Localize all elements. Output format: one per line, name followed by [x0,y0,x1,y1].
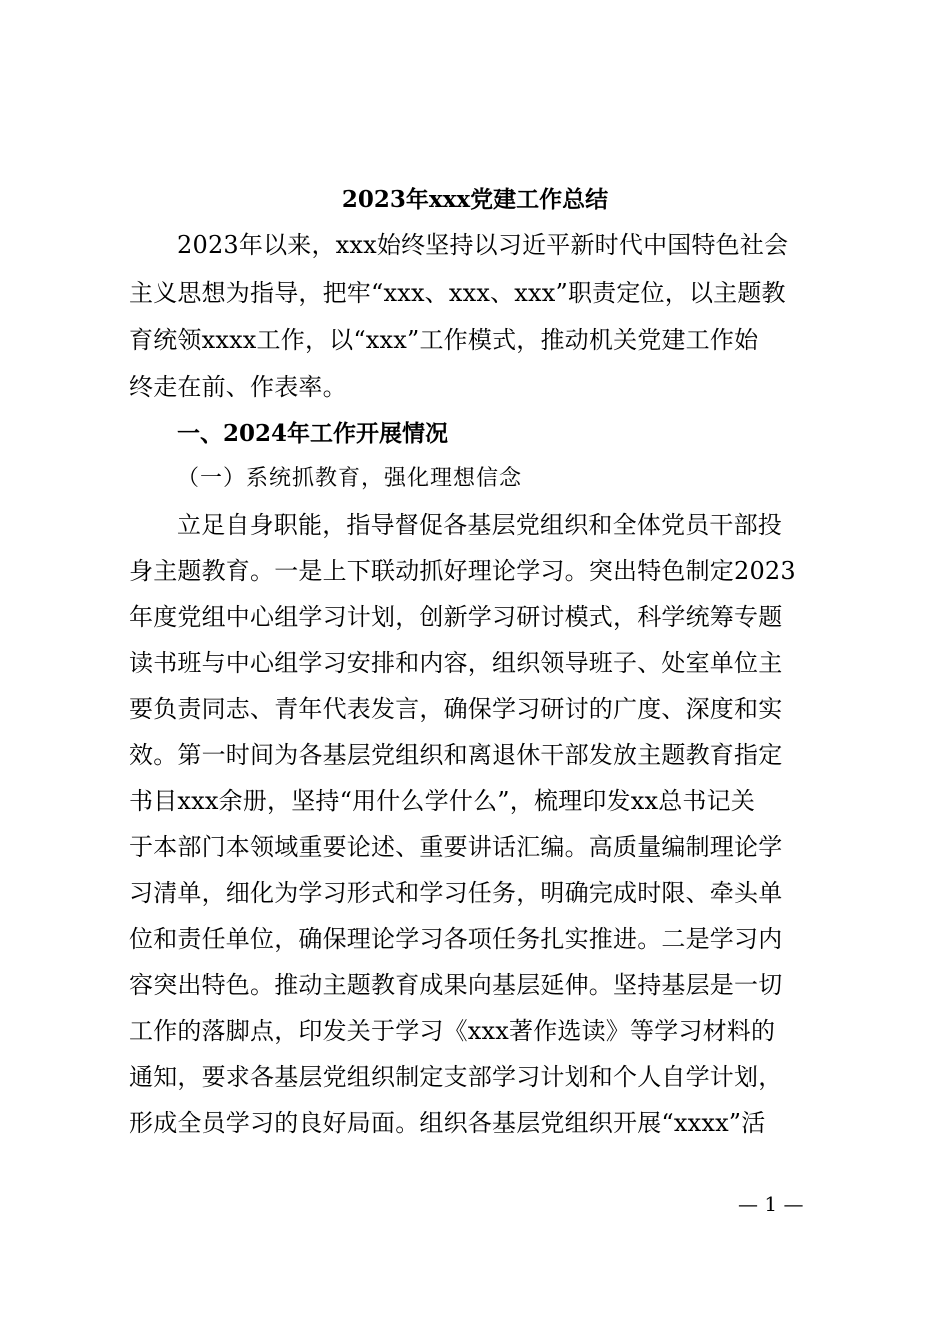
section-heading: 一、2024年工作开展情况 [177,420,449,447]
body-line-10: 位和责任单位，确保理论学习各项任务扎实推进。二是学习内 [129,925,783,953]
body-line-5: 要负责同志、青年代表发言，确保学习研讨的广度、深度和实 [129,695,783,723]
intro-line-3: 育统领xxxx工作，以“xxx”工作模式，推动机关党建工作始 [129,326,759,354]
intro-line-2: 主义思想为指导，把牢“xxx、xxx、xxx”职责定位，以主题教 [129,279,786,307]
body-line-7: 书目xxx余册，坚持“用什么学什么”，梳理印发xx总书记关 [129,787,756,815]
intro-line-1: 2023年以来，xxx始终坚持以习近平新时代中国特色社会 [177,231,789,259]
subsection-heading: （一）系统抓教育，强化理想信念 [177,466,523,491]
body-line-4: 读书班与中心组学习安排和内容，组织领导班子、处室单位主 [129,649,783,677]
body-line-11: 容突出特色。推动主题教育成果向基层延伸。坚持基层是一切 [129,971,783,999]
body-line-3: 年度党组中心组学习计划，创新学习研讨模式，科学统筹专题 [129,603,783,631]
body-line-9: 习清单，细化为学习形式和学习任务，明确完成时限、牵头单 [129,879,783,907]
body-line-13: 通知，要求各基层党组织制定支部学习计划和个人自学计划， [129,1063,783,1091]
body-line-8: 于本部门本领域重要论述、重要讲话汇编。高质量编制理论学 [129,833,783,861]
body-line-12: 工作的落脚点，印发关于学习《xxx著作选读》等学习材料的 [129,1017,776,1045]
body-line-1: 立足自身职能，指导督促各基层党组织和全体党员干部投 [177,511,782,539]
body-line-2: 身主题教育。一是上下联动抓好理论学习。突出特色制定2023 [129,557,796,585]
body-line-14: 形成全员学习的良好局面。组织各基层党组织开展“xxxx”活 [129,1109,766,1137]
page-number: — 1 — [738,1192,804,1216]
intro-line-4: 终走在前、作表率。 [129,373,347,401]
document-title: 2023年xxx党建工作总结 [341,186,609,213]
body-line-6: 效。第一时间为各基层党组织和离退休干部发放主题教育指定 [129,741,783,769]
